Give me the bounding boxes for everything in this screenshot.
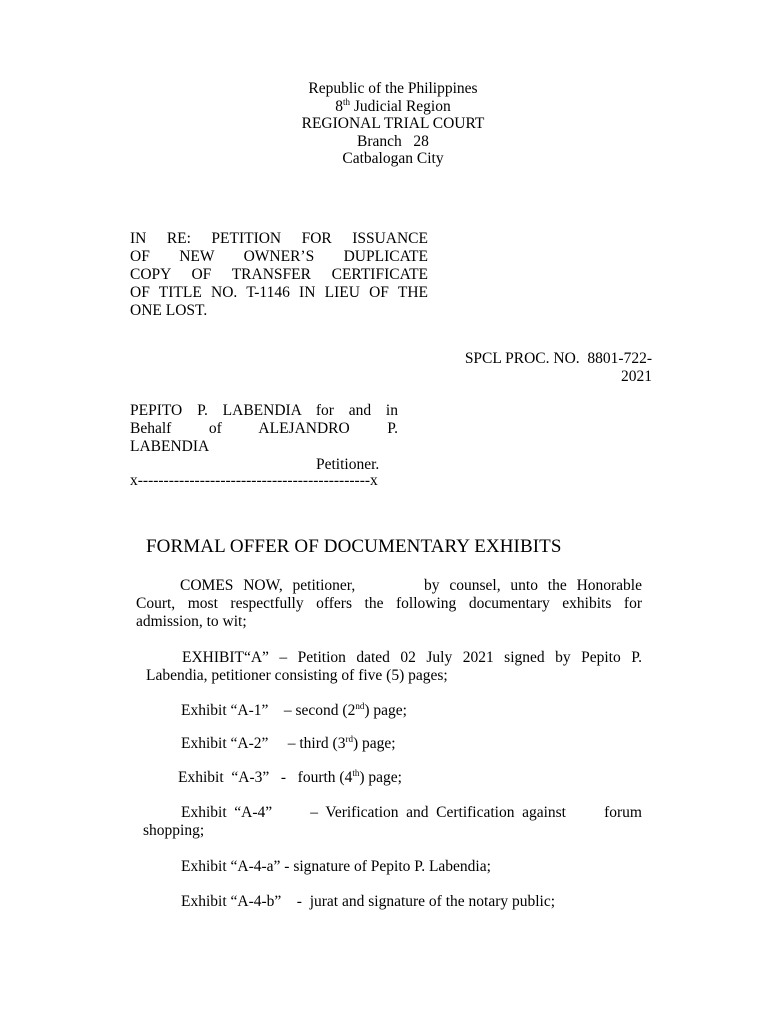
exhibit-a2-text: Exhibit “A-2” – third (3 — [181, 735, 346, 752]
header-judicial-region — [200, 98, 586, 116]
document-title: FORMAL OFFER OF DOCUMENTARY EXHIBITS — [146, 536, 562, 557]
exhibit-a3 — [178, 769, 402, 787]
parties-block — [130, 402, 398, 474]
exhibit-a4 — [143, 804, 642, 840]
intro-line-2: Court, most respectfully offers the following documentary exhibits for — [136, 595, 642, 612]
exhibit-a-line-1: EXHIBIT“A” – Petition dated 02 July 2021 signed by Pepito P. — [182, 649, 642, 666]
intro-line-3: admission, to wit; — [136, 613, 247, 630]
caption-line-5: ONE LOST. — [130, 302, 208, 319]
court-header — [200, 80, 586, 168]
exhibit-a1-text: Exhibit “A-1” – second (2 — [181, 702, 356, 719]
intro-paragraph — [136, 577, 642, 631]
exhibit-a3-text: Exhibit “A-3” - fourth (4 — [178, 769, 353, 786]
case-caption — [130, 230, 428, 320]
case-number — [438, 350, 652, 386]
parties-line-2: Behalf of ALEJANDRO P. — [130, 420, 398, 437]
exhibit-a-line-2: Labendia, petitioner consisting of five (5) pages; — [146, 667, 448, 684]
exhibit-a-paragraph — [138, 649, 642, 685]
exhibit-a4a: Exhibit “A-4-a” - signature of Pepito P. Labendia; — [181, 858, 491, 875]
header-republic: Republic of the Philippines — [308, 80, 478, 97]
exhibit-a4b: Exhibit “A-4-b” - jurat and signature of the notary public; — [181, 893, 556, 910]
exhibit-a1 — [181, 702, 407, 720]
exhibit-a2 — [181, 735, 396, 753]
case-number-line-1: SPCL PROC. NO. 8801-722- — [464, 350, 652, 367]
caption-line-3: COPY OF TRANSFER CERTIFICATE — [130, 266, 428, 283]
intro-line-1: COMES NOW, petitioner, by counsel, unto the Honorable — [180, 577, 642, 594]
caption-line-4: OF TITLE NO. T-1146 IN LIEU OF THE — [130, 284, 428, 301]
exhibit-a1-end: ) page; — [364, 702, 407, 719]
header-court-name: REGIONAL TRIAL COURT — [301, 115, 485, 132]
header-branch: Branch 28 — [357, 132, 429, 150]
parties-line-1: PEPITO P. LABENDIA for and in — [130, 402, 398, 419]
petitioner-role: Petitioner. — [316, 456, 380, 473]
header-region-text: Judicial Region — [350, 97, 451, 115]
caption-separator: x---------------------------------------------x — [130, 472, 378, 489]
header-region-number: 8 — [335, 97, 343, 115]
exhibit-a4-line-1: Exhibit “A-4” – Verification and Certification against forum — [181, 804, 642, 821]
case-number-line-2: 2021 — [621, 368, 652, 385]
exhibit-a3-end: ) page; — [359, 769, 402, 786]
header-city: Catbalogan City — [342, 150, 444, 167]
caption-line-1: IN RE: PETITION FOR ISSUANCE — [130, 230, 428, 247]
parties-line-3: LABENDIA — [130, 438, 210, 455]
caption-line-2: OF NEW OWNER’S DUPLICATE — [130, 248, 428, 265]
header-region-suffix: th — [342, 96, 350, 107]
exhibit-a4-line-2: shopping; — [143, 822, 205, 839]
exhibit-a2-end: ) page; — [352, 735, 396, 752]
exhibit-a2-sup: rd — [345, 733, 353, 744]
exhibit-a1-sup: nd — [355, 700, 365, 711]
exhibit-a3-sup: th — [352, 767, 360, 778]
